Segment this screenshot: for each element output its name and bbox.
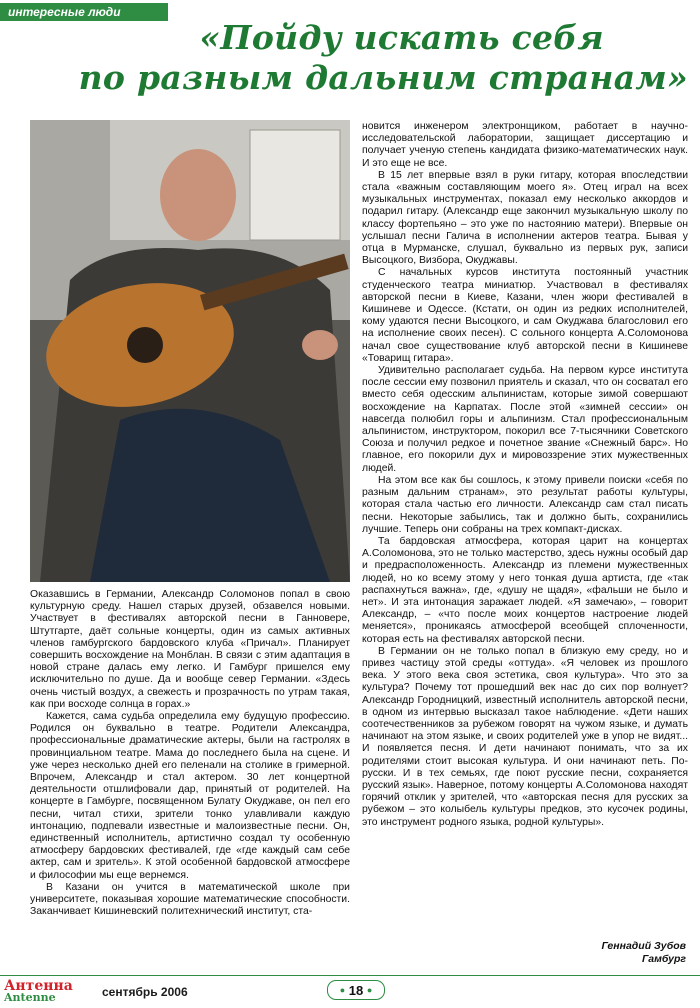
page-number: 18 [348, 983, 364, 998]
headline [60, 18, 690, 98]
paragraph: С начальных курсов института постоянный участник студенческого театра миниатюр. Участвовал в фестивалях авторской песни в Киеве, Казани, член жюри фестивалей в Кишиневе и Одессе. (Кстати, он один из редких исполнителей, кому удаются песни Высоцкого, и сам Окуджава благословил его на исполнение своих песен). С сольного концерта А.Соломонова начал свое существование клуб авторской песни в Кишиневе «Товарищ гитара». [362, 267, 688, 364]
paragraph: В Германии он не только попал в близкую ему среду, но и привез частицу этой среды «оттуда». «Я человек из прошлого века. У этого века своя эстетика, своя культура». Что это за культура? Почему тот прошедший век нас до сих пор волнует? Александр Городницкий, известный исполнитель авторской песни, в одном из интервью высказал такое наблюдение. «Дети наших соотечественников за рубежом говорят на чужом языке, и думать начинают на этом языке, и своих родителей уже в упор не видят... И появляется песня. И дети начинают понимать, что за их родителями стоит высокая культура. И они начинают петь. По-русски. И в тех семьях, где поют русские песни, сохраняется русский язык». Наверное, потому концерты А.Соломонова находят горячий отклик у зрителей, что «авторская песня для русских за рубежом – это колыбель культуры предков, это кусочек родины, это инструмент родного языка, родной культуры». [362, 645, 688, 828]
signature [602, 940, 687, 966]
logo-top: Антенна [4, 978, 73, 994]
paragraph: В Казани он учится в математической школе при университете, показывая хорошие математические способности. Заканчивает Кишиневский политехнический институт, ста- [30, 881, 350, 918]
magazine-logo [4, 980, 96, 1006]
footer-divider [0, 975, 700, 976]
paragraph: новится инженером электронщиком, работает в научно-исследовательской лаборатории, защищает диссертацию и получает ученую степень кандидата физико-математических наук. И это еще не все. [362, 121, 688, 169]
paragraph: Кажется, сама судьба определила ему будущую профессию. Родился он буквально в театре. Родители Александра, профессиональные драматические актеры, были на гастролях в провинциальном театре. Мама до последнего была на сцене. И уже через несколько дней его пеленали на столике в гримерной. Впрочем, Александр и стал актером. 30 лет концертной деятельности отшлифовали дар, принятый от родителей. На концерте в Гамбурге, посвященном Булату Окуджаве, он пел его песни, читал стихи, зрители тонко улавливали каждую интонацию, подпевали известные и малоизвестные песни. Он, единственный исполнитель, артистично создал ту особенную атмосферу бардовских фестивалей, где «где каждый сам себе актер, сам и зритель». К этой особенной бардовской атмосфере и философии мы еще вернемся. [30, 711, 350, 881]
headline-line-1: «Пойду искать себя [199, 18, 604, 57]
author-city: Гамбург [641, 953, 686, 965]
section-tag: интересные люди Гамбурга [0, 3, 168, 21]
paragraph: Оказавшись в Германии, Александр Соломонов попал в свою культурную среду. Нашел старых друзей, обзавелся новыми. Участвует в фестивалях авторской песни в Ганновере, Штутгарте, даёт сольные концерты, один из самых активных членов гамбургского бардовского клуба «Причал». Планирует совершить восхождение на Монблан. В связи с этим адаптация в новой стране далась ему легко. И Гамбург пришелся ему исключительно по душе. Да и вообще север Германии. «Здесь очень чистый воздух, а свежесть и прозрачность по утрам такая, как при восходе солнца в горах.» [30, 589, 350, 710]
photo-illustration [30, 120, 350, 582]
author-name: Геннадий Зубов [601, 940, 686, 952]
issue-date: сентябрь 2006 [102, 985, 188, 999]
article-right-column [362, 121, 688, 829]
headline-line-2: по разным дальним странам» [78, 58, 688, 97]
paragraph: Та бардовская атмосфера, которая царит на концертах А.Соломонова, это не только мастерство, здесь нужны особый дар и предрасположенность. Александр из племени мужественных людей, но ко всему этому у него тонкая душа артиста, где «так распахнуться важна», где, «душу не щадя», «фальши не было и нет». И эта интонация заражает людей. «Я замечаю», – говорит Александр, – «что после моих концертов настроение людей меняется», проникаясь атмосферой всеобщей сплоченности, которая есть на фестивалях авторской песни. [362, 535, 688, 645]
paragraph: Удивительно располагает судьба. На первом курсе института после сессии ему позвонил приятель и сказал, что он сосватал его вместо себя одесским альпинистам, которые зимой совершают восхождение на Карпатах. После этой «зимней сессии» он навсегда полюбил горы и альпинизм. Стал профессиональным альпинистом, инструктором, покорил все 7-тысячники Советского Союза и получил редкое и почетное звание «Снежный барс». Но главное, его покорили дух и мировоззрение этих мужественных людей. [362, 365, 688, 474]
page-number-badge [327, 980, 385, 1000]
bullet-icon: ● [339, 985, 346, 995]
article-left-column [30, 589, 350, 918]
paragraph: На этом все как бы сошлось, к этому привели поиски «себя по разным дальним странам», это результат работы культуры, которая стала частью его личности. Александр сам стал писать песни. Некоторые забылись, так и должно быть, сохранились лучшие. Теперь они собраны на трех компакт-дисках. [362, 474, 688, 535]
logo-bottom: Antenne [4, 991, 56, 1004]
paragraph: В 15 лет впервые взял в руки гитару, которая впоследствии стала «важным составляющим моего я». Отец играл на всех музыкальных инструментах, показал ему несколько аккордов и подарил гитару. (Александр еще закончил музыкальную школу по классу фортепьяно – это уже по настоянию матери). Впервые он услышал песни Галича в исполнении актеров театра. Бывая у отца в Мурманске, слушал, буквально из первых рук, записи Высоцкого, Визбора, Окуджавы. [362, 169, 688, 267]
bullet-icon: ● [366, 985, 373, 995]
guitarist-photo [30, 120, 350, 582]
